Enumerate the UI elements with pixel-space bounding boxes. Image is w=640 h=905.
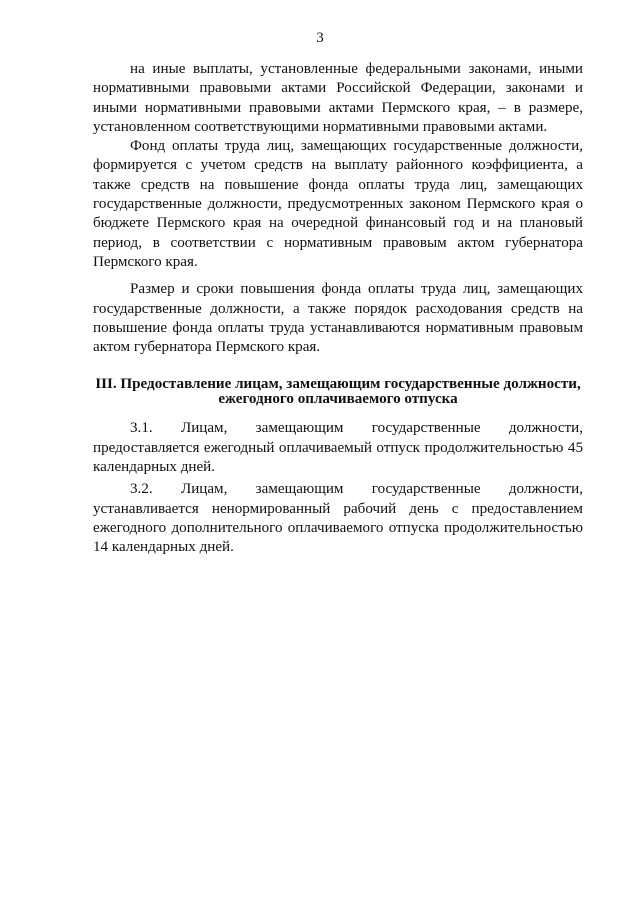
paragraph-wage-increase: Размер и сроки повышения фонда оплаты труда лиц, замещающих государственные должности, а также порядок расходования средств на повышение фонда оплаты труда устанавливаются нормативным правовым актом губернатора Пермского края.	[93, 281, 583, 356]
paragraph-continuation: на иные выплаты, установленные федеральными законами, иными нормативными правовыми актами Российской Федерации, законами и иными нормативными правовыми актами Пермского края, – в размере, установленном соответствующими нормативными правовыми актами.	[93, 61, 583, 135]
page-number: 3	[316, 30, 324, 46]
paragraph-3-2: 3.2. Лицам, замещающим государственные должности, устанавливается ненормированный рабочий день с предоставлением ежегодного дополнительного оплачиваемого отпуска продолжительностью 14 календарных дней.	[93, 481, 583, 556]
section-heading-line-2: ежегодного оплачиваемого отпуска	[218, 391, 458, 408]
section-heading-line-1: III. Предоставление лицам, замещающим государственные должности,	[95, 376, 581, 393]
section-heading	[93, 377, 583, 407]
paragraph-3-1: 3.1. Лицам, замещающим государственные должности, предоставляется ежегодный оплачиваемый отпуск продолжительностью 45 календарных дней.	[93, 420, 583, 476]
document-body	[93, 60, 583, 558]
paragraph-wage-fund: Фонд оплаты труда лиц, замещающих государственные должности, формируется с учетом средств на выплату районного коэффициента, а также средств на повышение фонда оплаты труда лиц, замещающих государственные должности, предусмотренных законом Пермского края о бюджете Пермского края на очередной финансовый год и на плановый период, в соответствии с нормативным правовым актом губернатора Пермского края.	[93, 138, 583, 270]
